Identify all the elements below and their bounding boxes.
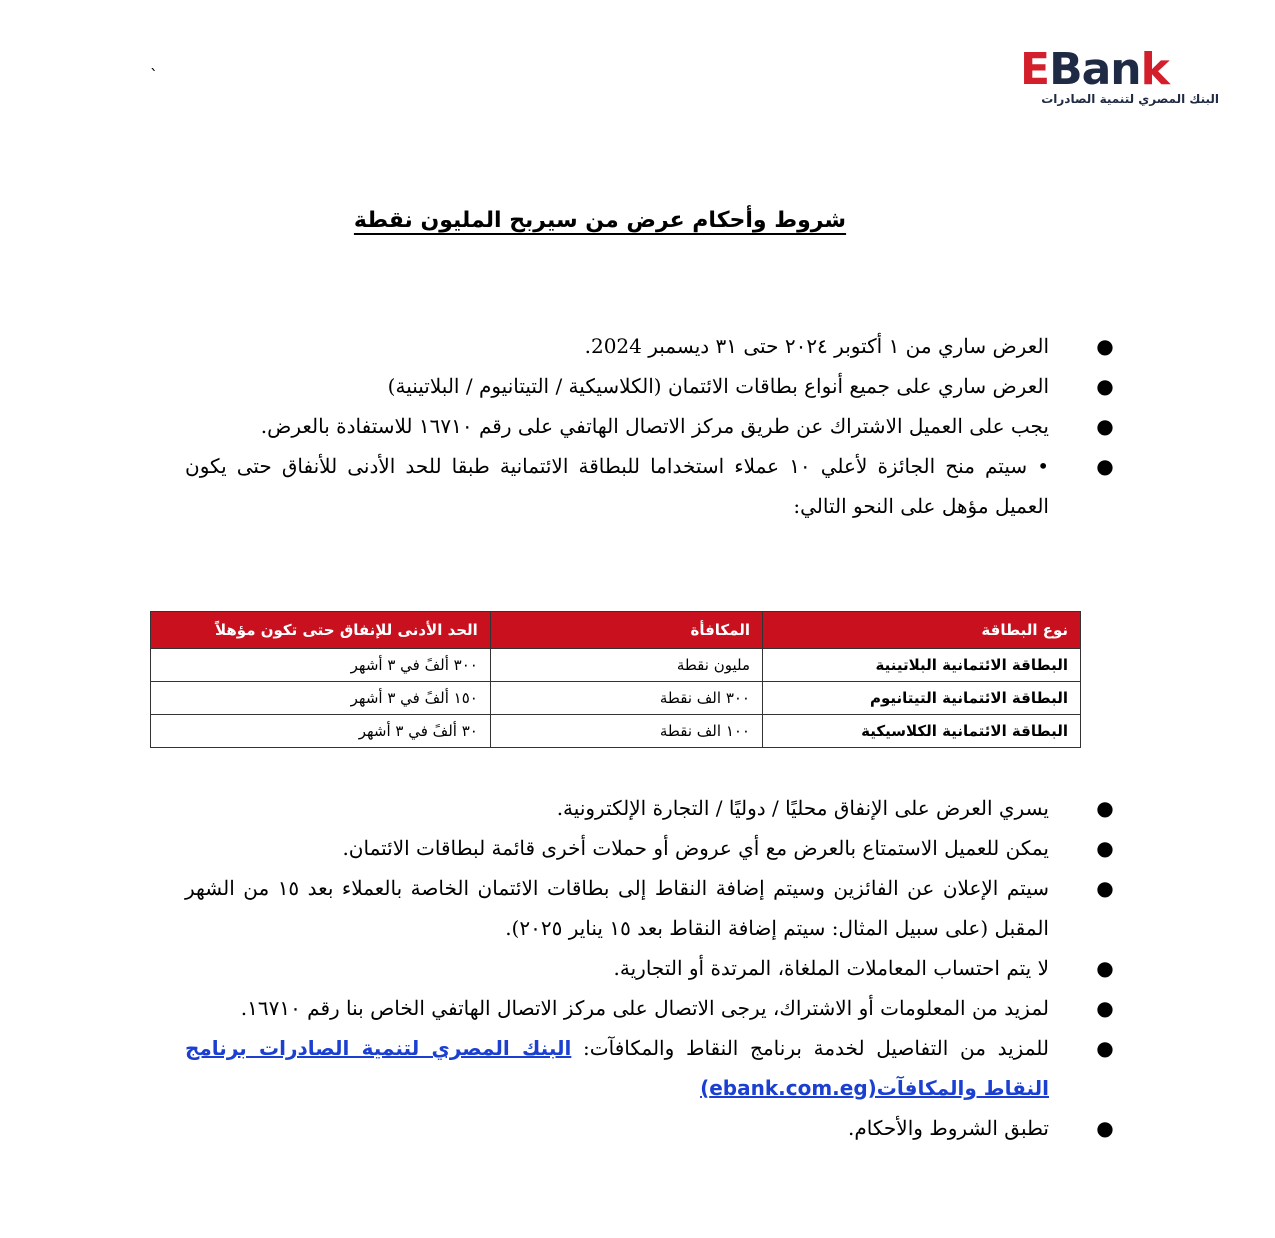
bullet-icon: ● — [1096, 454, 1114, 478]
stray-mark: ` — [150, 66, 158, 85]
list-item: ● تطبق الشروط والأحكام. — [185, 1108, 1085, 1148]
list-item: ● يمكن للعميل الاستمتاع بالعرض مع أي عروض أو حملات أخرى قائمة لبطاقات الائتمان. — [185, 828, 1085, 868]
list-item — [185, 1028, 1114, 1108]
bullet-icon: ● — [1096, 334, 1114, 358]
ebank-logo — [1016, 46, 1221, 112]
bullet-icon: ● — [1096, 374, 1114, 398]
reward-cell: ١٠٠ الف نقطة — [490, 715, 762, 748]
logo-wordmark: EBank — [1020, 44, 1169, 95]
terms-list-bottom — [185, 788, 1114, 1148]
bullet-icon: ● — [1096, 996, 1114, 1020]
table-header-row — [151, 612, 1081, 649]
bullet-icon: ● — [1096, 836, 1114, 860]
card-type-cell: البطاقة الائتمانية الكلاسيكية — [762, 715, 1080, 748]
list-item: ● لا يتم احتساب المعاملات الملغاة، المرتدة أو التجارية. — [185, 948, 1085, 988]
reward-cell: مليون نقطة — [490, 649, 762, 682]
table-row — [151, 682, 1081, 715]
bullet-icon: ● — [1096, 876, 1114, 900]
table-row — [151, 715, 1081, 748]
min-spend-cell: ١٥٠ ألفً في ٣ أشهر — [151, 682, 491, 715]
bullet-icon: ● — [1096, 956, 1114, 980]
rewards-table — [150, 611, 1081, 748]
rewards-program-link[interactable]: البنك المصري لتنمية الصادرات برنامج النقاط والمكافآت(ebank.com.eg) — [185, 1036, 1049, 1100]
bullet-icon: ● — [1096, 1116, 1114, 1140]
document-title: شروط وأحكام عرض من سيربح المليون نقطة — [353, 208, 847, 233]
list-item: ● العرض ساري من ١ أكتوبر ٢٠٢٤ حتى ٣١ ديسمبر 2024. — [185, 326, 1085, 366]
table-row — [151, 649, 1081, 682]
bullet-icon: ● — [1096, 1036, 1114, 1060]
list-item: ● سيتم الإعلان عن الفائزين وسيتم إضافة النقاط إلى بطاقات الائتمان الخاصة بالعملاء بعد ١٥ من الشهر المقبل (على سبيل المثال: سيتم إضافة النقاط بعد ١٥ يناير ٢٠٢٥). — [185, 868, 1085, 948]
min-spend-cell: ٣٠ ألفً في ٣ أشهر — [151, 715, 491, 748]
bullet-icon: ● — [1096, 414, 1114, 438]
reward-cell: ٣٠٠ الف نقطة — [490, 682, 762, 715]
list-item: ● • سيتم منح الجائزة لأعلي ١٠ عملاء استخداما للبطاقة الائتمانية طبقا للحد الأدنى للأنفاق حتى يكون العميل مؤهل على النحو التالي: — [185, 446, 1085, 526]
card-type-cell: البطاقة الائتمانية التيتانيوم — [762, 682, 1080, 715]
terms-list-top — [185, 326, 1114, 526]
list-item: ● يسري العرض على الإنفاق محليًا / دوليًا / التجارة الإلكترونية. — [185, 788, 1085, 828]
column-header-card-type: نوع البطاقة — [762, 612, 1080, 649]
min-spend-cell: ٣٠٠ ألفً في ٣ أشهر — [151, 649, 491, 682]
list-item: ● يجب على العميل الاشتراك عن طريق مركز الاتصال الهاتفي على رقم ١٦٧١٠ للاستفادة بالعرض. — [185, 406, 1085, 446]
more-info-text: للمزيد من التفاصيل لخدمة برنامج النقاط والمكافآت: — [571, 1036, 1049, 1060]
bullet-icon: ● — [1096, 796, 1114, 820]
list-item: ● العرض ساري على جميع أنواع بطاقات الائتمان (الكلاسيكية / التيتانيوم / البلاتينية) — [185, 366, 1085, 406]
logo-tagline: البنك المصري لتنمية الصادرات — [1041, 92, 1219, 106]
column-header-reward: المكافأة — [490, 612, 762, 649]
card-type-cell: البطاقة الائتمانية البلاتينية — [762, 649, 1080, 682]
column-header-min-spend: الحد الأدنى للإنفاق حتى تكون مؤهلاً — [151, 612, 491, 649]
list-item: ● لمزيد من المعلومات أو الاشتراك، يرجى الاتصال على مركز الاتصال الهاتفي الخاص بنا رقم ١٦٧١٠. — [185, 988, 1085, 1028]
